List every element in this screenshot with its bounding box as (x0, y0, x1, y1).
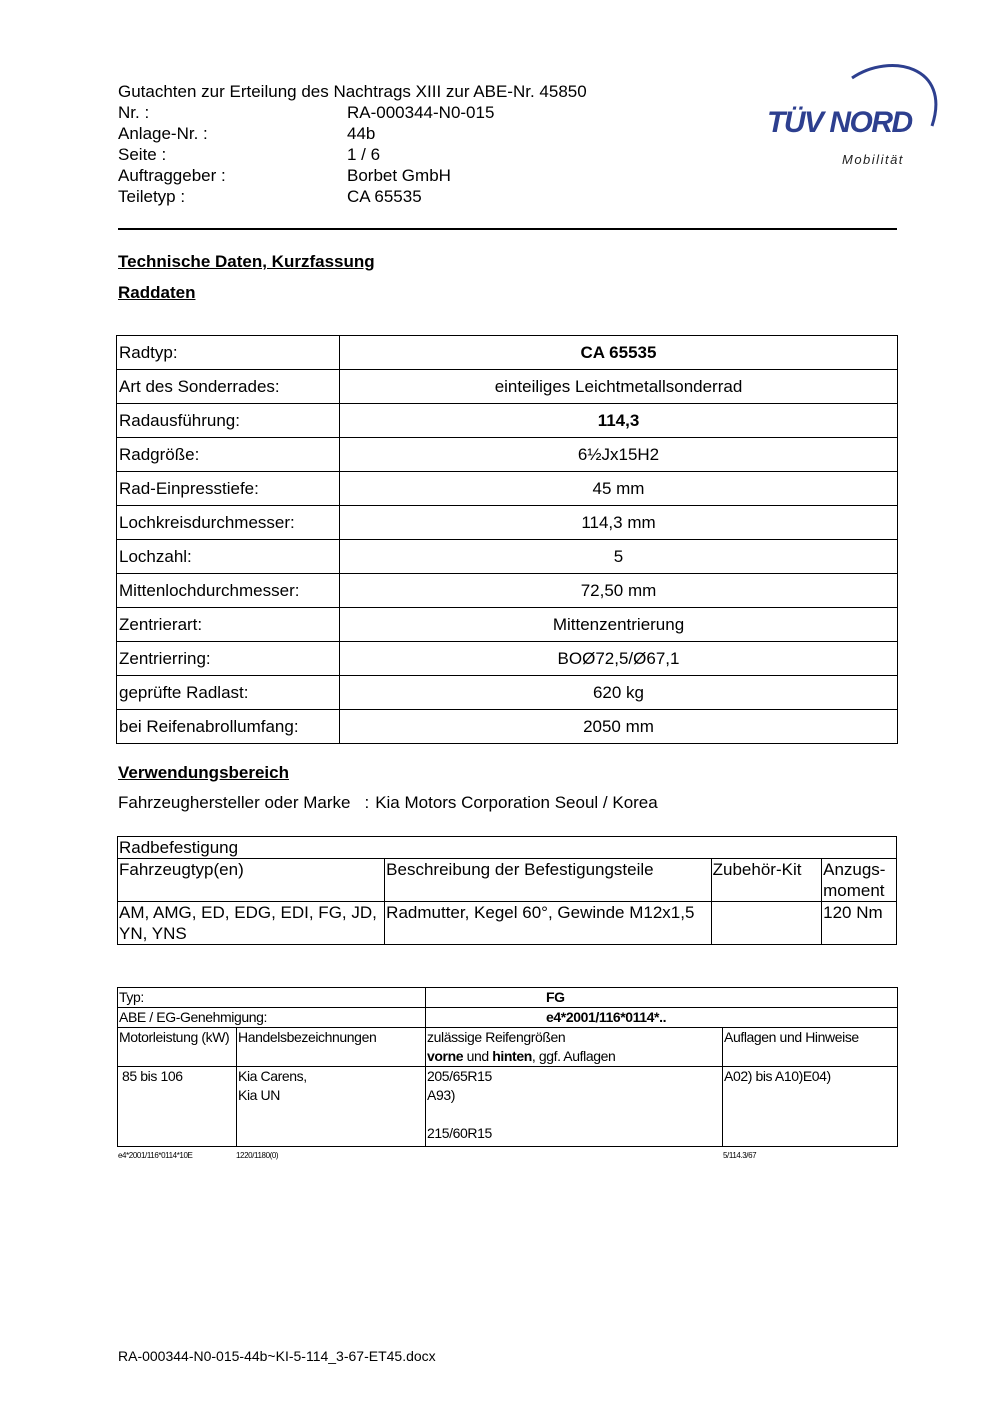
fahrzeughersteller-value: Kia Motors Corporation Seoul / Korea (375, 793, 658, 812)
raddaten-value: 5 (340, 540, 898, 574)
raddaten-value: Mittenzentrierung (340, 608, 898, 642)
raddaten-label: Radgröße: (117, 438, 340, 472)
section-heading-raddaten: Raddaten (118, 283, 196, 302)
handels-line: Kia UN (238, 1087, 280, 1103)
raddaten-label: Radtyp: (117, 336, 340, 370)
column-header-motor: Motorleistung (kW) (118, 1028, 237, 1067)
befestigung-beschreibung-cell: Radmutter, Kegel 60°, Gewinde M12x1,5 (385, 902, 711, 945)
column-header: Anzugs-moment (822, 859, 897, 902)
fahrzeughersteller-label: Fahrzeughersteller oder Marke (118, 793, 351, 812)
raddaten-row (117, 574, 898, 608)
raddaten-label: Radausführung: (117, 404, 340, 438)
raddaten-value: BOØ72,5/Ø67,1 (340, 642, 898, 676)
small-code-lochkreis: 5/114.3/67 (723, 1151, 757, 1160)
handels-line: Kia Carens, (238, 1068, 307, 1084)
header-field-auftraggeber (118, 165, 587, 186)
raddaten-value: 6½Jx15H2 (340, 438, 898, 472)
raddaten-label: Zentrierart: (117, 608, 340, 642)
raddaten-value: 2050 mm (340, 710, 898, 744)
raddaten-label: Zentrierring: (117, 642, 340, 676)
fahrzeughersteller-separator: : (364, 793, 370, 812)
reifen-cell (426, 1067, 723, 1147)
column-header-reifen (426, 1028, 723, 1067)
raddaten-row (117, 506, 898, 540)
typ-value: FG (426, 988, 898, 1008)
raddaten-value: 114,3 mm (340, 506, 898, 540)
column-header-auflagen: Auflagen und Hinweise (723, 1028, 898, 1067)
fahrzeughersteller-line (118, 793, 658, 813)
header-field-anlage (118, 123, 587, 144)
raddaten-label: Rad-Einpresstiefe: (117, 472, 340, 506)
section-heading-technische-daten: Technische Daten, Kurzfassung (118, 252, 375, 271)
raddaten-label: Lochzahl: (117, 540, 340, 574)
raddaten-row (117, 540, 898, 574)
header-value: CA 65535 (347, 187, 422, 206)
small-code-genehmigung: e4*2001/116*0114*10E (118, 1151, 193, 1160)
raddaten-label: Mittenlochdurchmesser: (117, 574, 340, 608)
raddaten-label: geprüfte Radlast: (117, 676, 340, 710)
footer-filename: RA-000344-N0-015-44b~KI-5-114_3-67-ET45.docx (118, 1348, 436, 1364)
raddaten-value: einteiliges Leichtmetallsonderrad (340, 370, 898, 404)
column-header: Beschreibung der Befestigungsteile (385, 859, 711, 902)
radbefestigung-title: Radbefestigung (118, 837, 897, 859)
raddaten-row (117, 336, 898, 370)
typ-table (117, 987, 898, 1147)
header-value: RA-000344-N0-015 (347, 103, 495, 122)
raddaten-value: 620 kg (340, 676, 898, 710)
logo-brand: TÜV NORD (767, 106, 912, 139)
document-header (118, 81, 587, 207)
reifen-line: 215/60R15 (427, 1125, 492, 1141)
raddaten-row (117, 438, 898, 472)
raddaten-value: CA 65535 (340, 336, 898, 370)
zubehoer-kit-cell (711, 902, 821, 945)
motor-cell: 85 bis 106 (118, 1067, 237, 1147)
raddaten-table (116, 335, 898, 744)
section-heading-verwendungsbereich: Verwendungsbereich (118, 763, 289, 782)
reifen-header-line2 (427, 1047, 721, 1066)
typ-label: Typ: (118, 988, 426, 1008)
reifen-und: und (463, 1048, 493, 1064)
header-value: 1 / 6 (347, 145, 381, 164)
abe-value: e4*2001/116*0114*.. (426, 1008, 898, 1028)
raddaten-row (117, 608, 898, 642)
header-label: Seite : (118, 145, 167, 164)
document-title: Gutachten zur Erteilung des Nachtrags XIII zur ABE-Nr. 45850 (118, 82, 587, 101)
raddaten-label: Lochkreisdurchmesser: (117, 506, 340, 540)
raddaten-row (117, 404, 898, 438)
reifen-line: 205/65R15 (427, 1068, 492, 1084)
header-field-teiletyp (118, 186, 587, 207)
handels-cell (237, 1067, 426, 1147)
column-header: Zubehör-Kit (711, 859, 821, 902)
fahrzeugtypen-cell: AM, AMG, ED, EDG, EDI, FG, JD, YN, YNS (118, 902, 385, 945)
raddaten-row (117, 710, 898, 744)
logo-subtitle: Mobilität (842, 152, 904, 167)
header-label: Teiletyp : (118, 187, 186, 206)
reifen-vorne: vorne (427, 1048, 464, 1064)
anzugsmoment-cell: 120 Nm (822, 902, 897, 945)
header-label: Nr. : (118, 103, 150, 122)
small-code-radlast: 1220/1180(0) (236, 1151, 279, 1160)
header-label: Auftraggeber : (118, 166, 226, 185)
raddaten-row (117, 676, 898, 710)
reifen-spacer (427, 1105, 721, 1124)
header-field-nr (118, 102, 587, 123)
auflagen-cell: A02) bis A10)E04) (723, 1067, 898, 1147)
abe-label: ABE / EG-Genehmigung: (118, 1008, 426, 1028)
header-label: Anlage-Nr. : (118, 124, 208, 143)
header-divider (118, 228, 897, 230)
reifen-header-line1: zulässige Reifengrößen (427, 1029, 566, 1045)
raddaten-value: 45 mm (340, 472, 898, 506)
radbefestigung-table (117, 836, 897, 945)
header-value: 44b (347, 124, 376, 143)
raddaten-label: Art des Sonderrades: (117, 370, 340, 404)
column-header-handels: Handelsbezeichnungen (237, 1028, 426, 1067)
raddaten-row (117, 472, 898, 506)
raddaten-row (117, 642, 898, 676)
raddaten-row (117, 370, 898, 404)
header-field-seite (118, 144, 587, 165)
column-header: Fahrzeugtyp(en) (118, 859, 385, 902)
raddaten-value: 114,3 (340, 404, 898, 438)
raddaten-label: bei Reifenabrollumfang: (117, 710, 340, 744)
reifen-rest: , ggf. Auflagen (531, 1048, 616, 1064)
reifen-line: A93) (427, 1087, 455, 1103)
reifen-hinten: hinten (492, 1048, 532, 1064)
raddaten-value: 72,50 mm (340, 574, 898, 608)
tuev-nord-logo (760, 56, 945, 171)
header-value: Borbet GmbH (347, 166, 451, 185)
